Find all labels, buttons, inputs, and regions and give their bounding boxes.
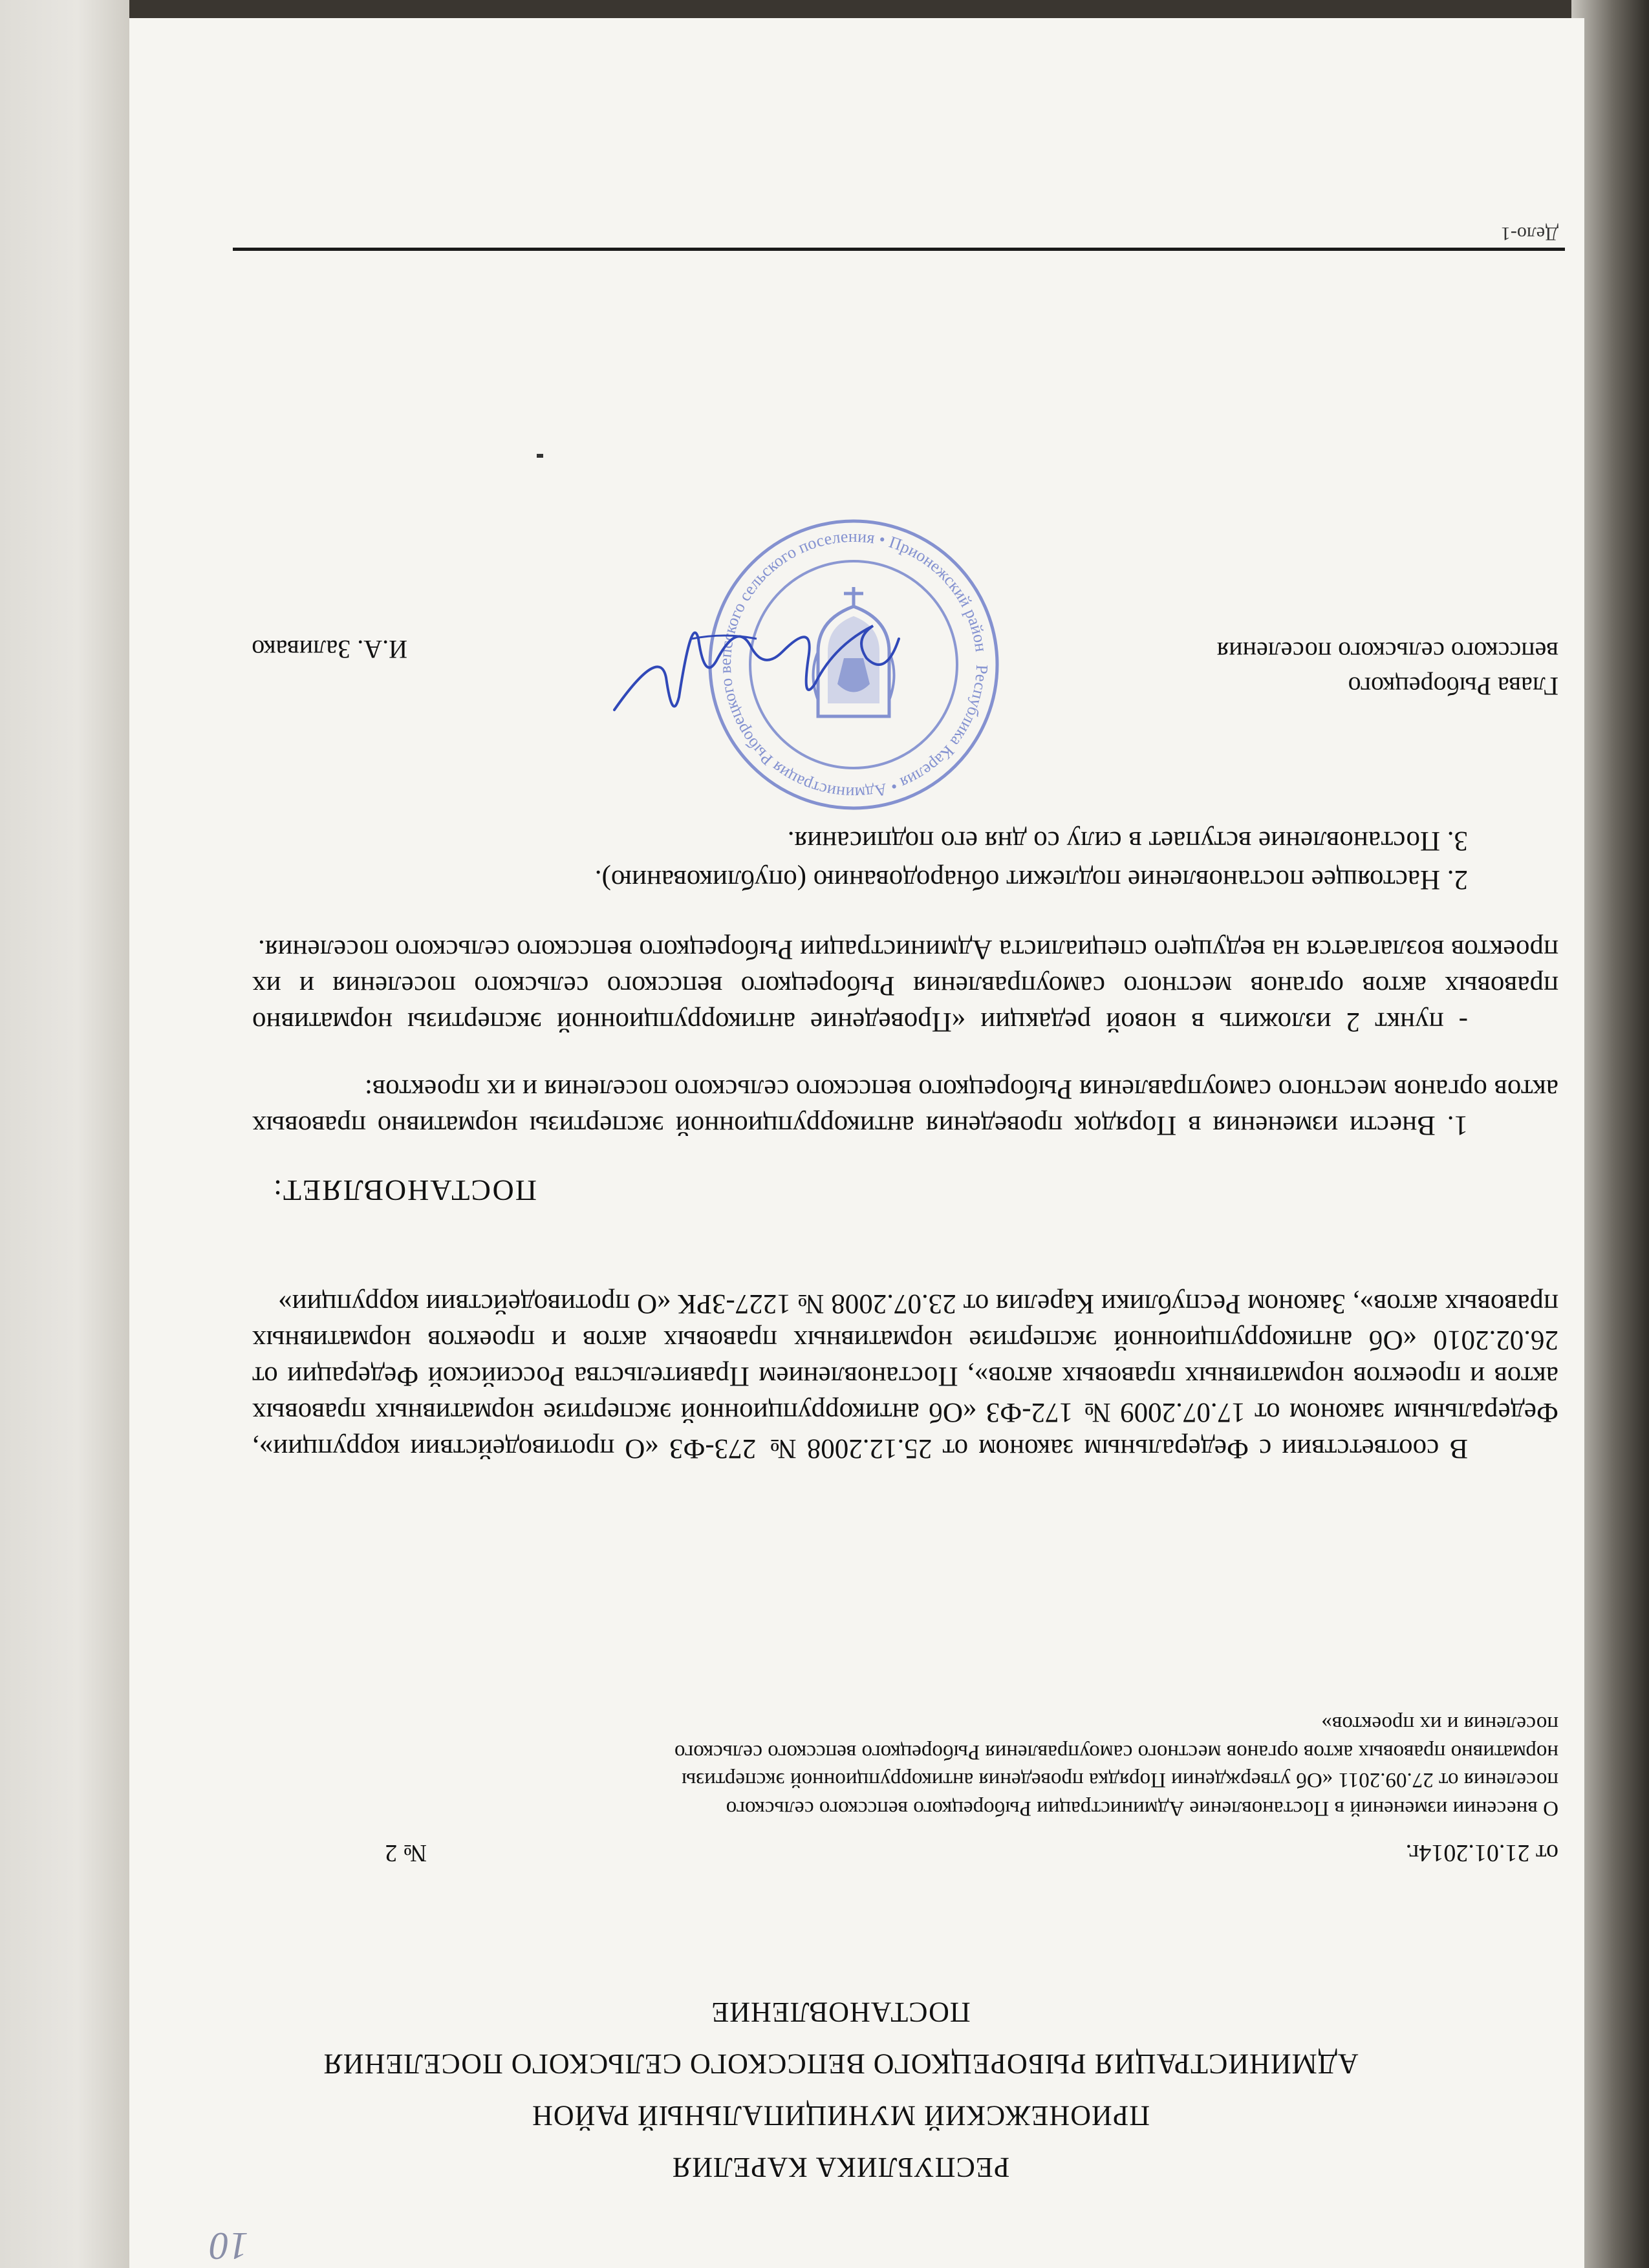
seal-outer-text: Республика Карелия • Администрация Рыборецкого вепсского сельского поселения • Прионежский район <box>715 526 992 803</box>
page-content <box>129 18 1584 2268</box>
signatory-position-line2: вепсского сельского поселения <box>1216 637 1558 666</box>
ink-dot <box>537 454 543 458</box>
document-number: № 2 <box>385 1839 427 1867</box>
header-administration: АДМИНИСТРАЦИЯ РЫБОРЕЦКОГО ВЕПССКОГО СЕЛЬСКОГО ПОСЕЛЕНИЯ <box>323 2048 1359 2080</box>
rotated-page <box>129 18 1584 2268</box>
document-date: от 21.01.2014г. <box>1405 1839 1558 1867</box>
footer-rule <box>233 248 1565 251</box>
item-1: 1. Внести изменения в Порядок проведения антикоррупционной экспертизы нормативно правовых актов органов местного самоуправления Рыборецкого вепсского сельского поселения и их проектов: <box>252 1074 1558 1140</box>
item-3: 3. Постановление вступает в силу со дня его подписания. <box>787 826 1468 856</box>
scan-left-margin <box>0 0 129 2268</box>
preamble-paragraph: В соответствии с Федеральным законом от 25.12.2008 № 273-ФЗ «О противодействии коррупции», Федеральным законом от 17.07.2009 № 172-ФЗ «Об антикоррупционной экспертизе нормативных правовых актов и проектов нормативных правовых актов», Постановлением Правительства Российской Федерации от 26.02.2010 «Об антикоррупционной экспертизе нормативных правовых актов и проектов нормативных правовых актов», Законом Республики Карелия от 23.07.2008 № 1227-ЗРК «О противодействии коррупции» <box>252 1289 1558 1464</box>
document-subject: О внесении изменений в Постановление Администрации Рыборецкого вепсского сельского поселения от 27.09.2011 «Об утверждении Порядка проведения антикоррупционной экспертизы нормативно правовых актов органов местного самоуправления Рыборецкого вепсского сельского поселения и их проектов» <box>674 1712 1558 1820</box>
signatory-position-line1: Глава Рыборецкого <box>1348 672 1558 701</box>
document-sheet <box>129 18 1584 2268</box>
footer-file-label: Дело-1 <box>1500 223 1558 244</box>
header-district: ПРИОНЕЖСКИЙ МУНИЦИПАЛЬНЫЙ РАЙОН <box>532 2100 1150 2132</box>
item-1-subpoint: - пункт 2 изложить в новой редакции «Проведение антикоррупционной экспертизы нормативно правовых актов органов местного самоуправления Рыборецкого вепсского сельского поселения и их проектов возлагается на ведущего специалиста Администрации Рыборецкого вепсского сельского поселения. <box>252 934 1558 1037</box>
handwritten-signature <box>601 594 912 736</box>
handwritten-page-number: 10 <box>210 2225 248 2267</box>
resolve-heading: ПОСТАНОВЛЯЕТ: <box>272 1174 537 1207</box>
item-2: 2. Настоящее постановление подлежит обнародованию (опубликованию). <box>594 864 1468 895</box>
signatory-name: И.А. Заливако <box>252 635 407 664</box>
signatory-position <box>1217 634 1558 703</box>
header-republic: РЕСПУБЛИКА КАРЕЛИЯ <box>671 2152 1010 2183</box>
document-type-title: ПОСТАНОВЛЕНИЕ <box>711 1996 971 2028</box>
